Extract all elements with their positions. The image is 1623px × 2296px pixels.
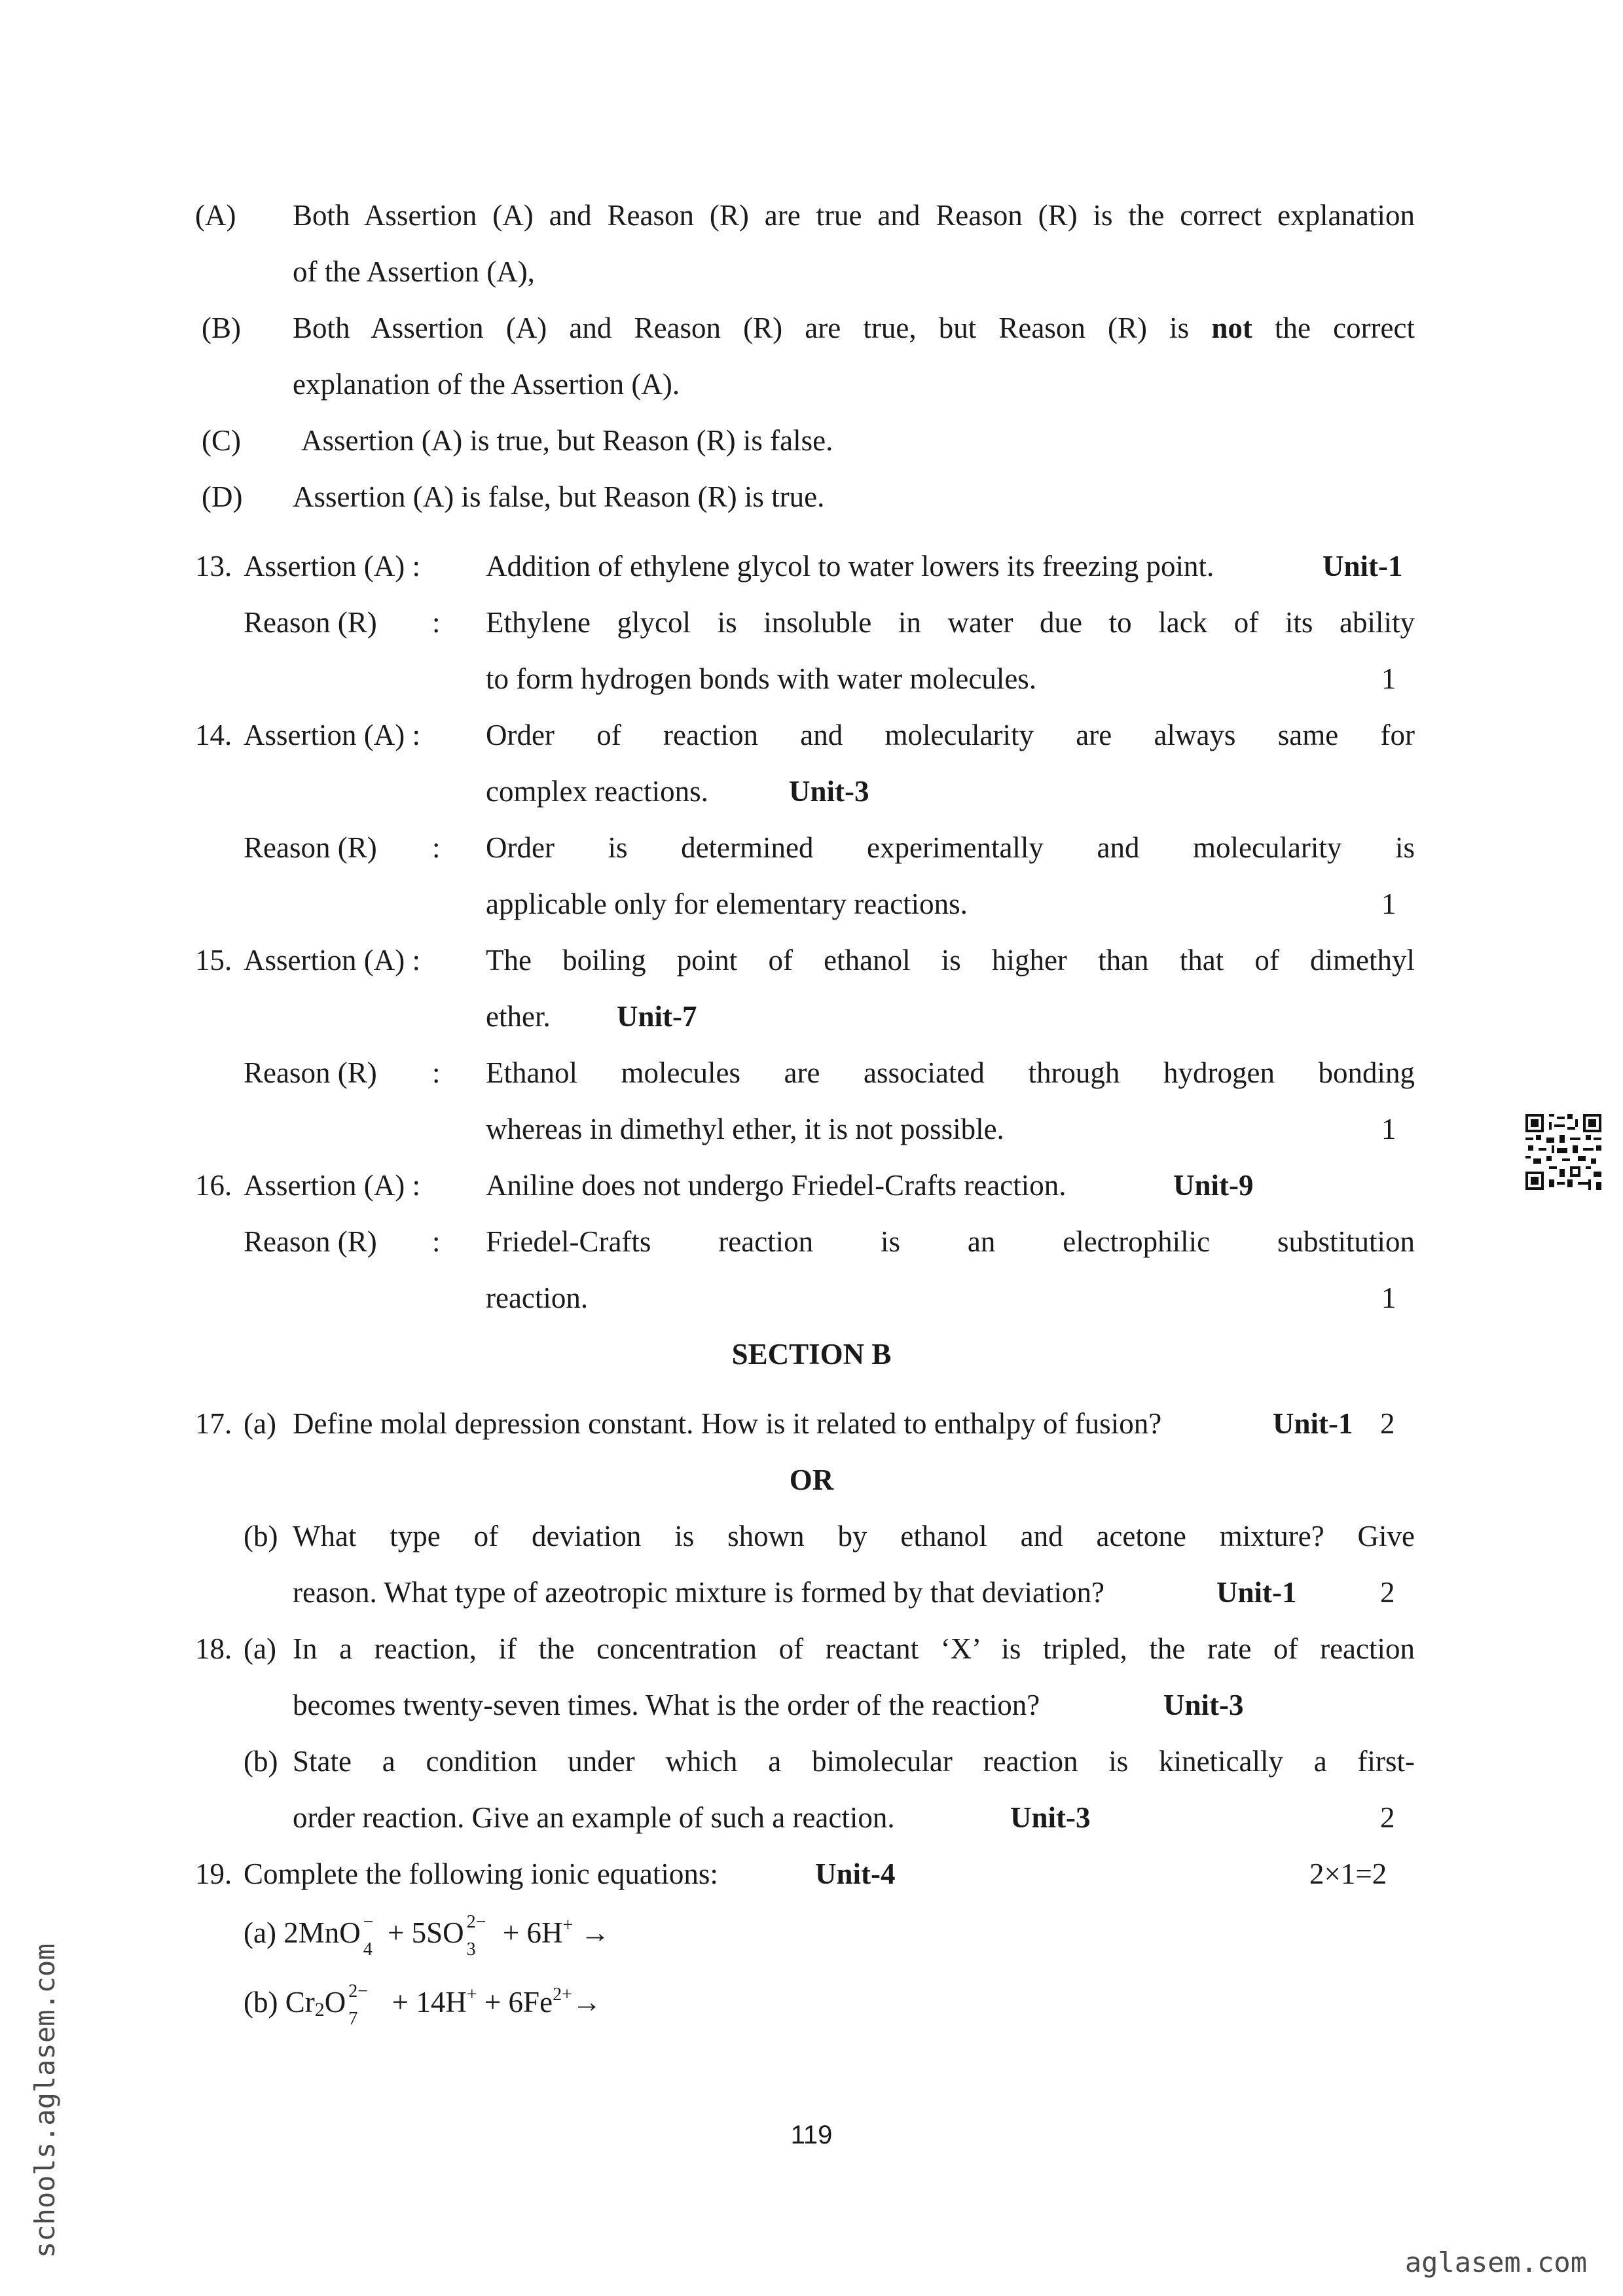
q17b-marks: 2 <box>1380 1576 1395 1609</box>
q15-assertion-line2: ether. <box>486 1000 551 1033</box>
q16-assertion-text: Aniline does not undergo Friedel-Crafts reaction. <box>486 1169 1067 1202</box>
q14-reason-colon: : <box>432 831 441 864</box>
q18a-line1: In a reaction, if the concentration of reactant ‘X’ is tripled, the rate of reaction <box>293 1632 1415 1665</box>
q13-marks: 1 <box>1381 662 1396 695</box>
q13-number: 13. <box>195 550 232 583</box>
q17b-line1: What type of deviation is shown by ethanol and acetone mixture? Give <box>293 1520 1415 1552</box>
option-b-label: (B) <box>202 312 241 344</box>
q13-reason-line1: Ethylene glycol is insoluble in water due to lack of its ability <box>486 606 1415 639</box>
q13-reason-label: Reason (R) <box>244 606 377 639</box>
equation-b: (b) $Cr_2O$ 2− 7 + $14H^+ + 6Fe^{2+}\to$ <box>244 1981 602 2029</box>
q15-number: 15. <box>195 944 232 977</box>
q15-assertion-line1: The boiling point of ethanol is higher than that of dimethyl <box>486 944 1415 977</box>
or-label: OR <box>789 1463 834 1496</box>
watermark-side: schools.aglasem.com <box>29 1943 61 2258</box>
q18b-unit: Unit-3 <box>1010 1801 1091 1834</box>
q18b-line2: order reaction. Give an example of such a reaction. <box>293 1801 895 1834</box>
q17a-label: (a) <box>244 1407 276 1440</box>
option-a-text-line2: of the Assertion (A), <box>293 255 535 288</box>
q17a-unit: Unit-1 <box>1273 1407 1353 1440</box>
q14-assertion-label: Assertion (A) : <box>244 719 420 751</box>
q14-assertion-line1: Order of reaction and molecularity are always same for <box>486 719 1415 751</box>
q19-marks: 2×1=2 <box>1309 1857 1387 1890</box>
q18a-unit: Unit-3 <box>1163 1689 1244 1721</box>
q13-assertion-text: Addition of ethylene glycol to water lowers its freezing point. <box>486 550 1214 583</box>
q17b-label: (b) <box>244 1520 278 1552</box>
q16-number: 16. <box>195 1169 232 1202</box>
q15-reason-line1: Ethanol molecules are associated through hydrogen bonding <box>486 1056 1415 1089</box>
q19-unit: Unit-4 <box>815 1857 896 1890</box>
q16-marks: 1 <box>1381 1282 1396 1314</box>
option-c-text: Assertion (A) is true, but Reason (R) is false. <box>301 424 833 457</box>
q14-reason-line2: applicable only for elementary reactions. <box>486 888 968 920</box>
qr-code-icon <box>1525 1114 1601 1190</box>
q19-text: Complete the following ionic equations: <box>244 1857 718 1890</box>
q15-unit: Unit-7 <box>617 1000 697 1033</box>
q16-unit: Unit-9 <box>1173 1169 1254 1202</box>
watermark-bottom: aglasem.com <box>1404 2246 1587 2278</box>
q18b-line1: State a condition under which a bimolecular reaction is kinetically a first- <box>293 1745 1415 1778</box>
q17b-line2: reason. What type of azeotropic mixture is formed by that deviation? <box>293 1576 1105 1609</box>
equation-a-label: (a) <box>244 1916 276 1949</box>
q17a-text: Define molal depression constant. How is it related to enthalpy of fusion? <box>293 1407 1162 1440</box>
q15-reason-label: Reason (R) <box>244 1056 377 1089</box>
equation-b-label: (b) <box>244 1986 278 2018</box>
q16-reason-line1: Friedel-Crafts reaction is an electrophilic substitution <box>486 1225 1415 1258</box>
q13-unit: Unit-1 <box>1322 550 1403 583</box>
option-c-label: (C) <box>202 424 241 457</box>
option-d-label: (D) <box>202 480 243 513</box>
q17b-unit: Unit-1 <box>1216 1576 1297 1609</box>
q17-number: 17. <box>195 1407 232 1440</box>
option-b-text-line1: Both Assertion (A) and Reason (R) are true, but Reason (R) is not the correct <box>293 312 1415 344</box>
q16-reason-colon: : <box>432 1225 441 1258</box>
q14-reason-label: Reason (R) <box>244 831 377 864</box>
option-a-text-line1: Both Assertion (A) and Reason (R) are true and Reason (R) is the correct explanation <box>293 199 1415 232</box>
q18b-label: (b) <box>244 1745 278 1778</box>
q18a-line2: becomes twenty-seven times. What is the order of the reaction? <box>293 1689 1040 1721</box>
option-b-text-line2: explanation of the Assertion (A). <box>293 368 680 401</box>
q15-marks: 1 <box>1381 1113 1396 1145</box>
option-a-label: (A) <box>195 199 236 232</box>
q13-reason-colon: : <box>432 606 441 639</box>
q14-assertion-line2: complex reactions. <box>486 775 708 808</box>
section-b-heading: SECTION B <box>731 1338 892 1371</box>
page-number: 119 <box>790 2121 833 2149</box>
q14-number: 14. <box>195 719 232 751</box>
option-d-text: Assertion (A) is false, but Reason (R) is true. <box>293 480 825 513</box>
q16-reason-line2: reaction. <box>486 1282 589 1314</box>
q14-reason-line1: Order is determined experimentally and molecularity is <box>486 831 1415 864</box>
q15-reason-line2: whereas in dimethyl ether, it is not possible. <box>486 1113 1004 1145</box>
q14-marks: 1 <box>1381 888 1396 920</box>
equation-a: (a) 2MnO − 4 + 5SO 2− 3 + 6H+ → <box>244 1911 610 1960</box>
q18-number: 18. <box>195 1632 232 1665</box>
q18-marks: 2 <box>1380 1801 1395 1834</box>
q15-reason-colon: : <box>432 1056 441 1089</box>
q18a-label: (a) <box>244 1632 276 1665</box>
q13-assertion-label: Assertion (A) : <box>244 550 420 583</box>
q13-reason-line2: to form hydrogen bonds with water molecules. <box>486 662 1037 695</box>
q14-unit: Unit-3 <box>789 775 869 808</box>
q16-assertion-label: Assertion (A) : <box>244 1169 420 1202</box>
q19-number: 19. <box>195 1857 232 1890</box>
q16-reason-label: Reason (R) <box>244 1225 377 1258</box>
q17a-marks: 2 <box>1380 1407 1395 1440</box>
q15-assertion-label: Assertion (A) : <box>244 944 420 977</box>
